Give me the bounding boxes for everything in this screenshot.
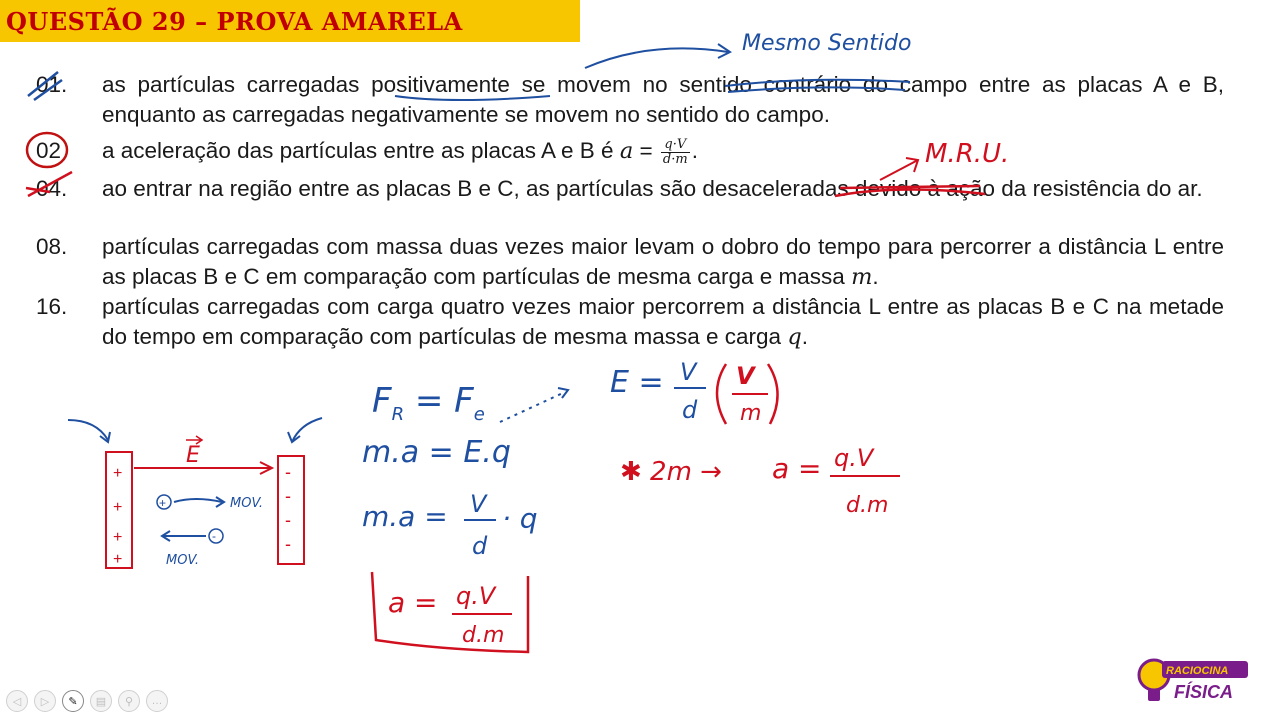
minus-signs: - bbox=[285, 462, 291, 482]
item-text: partículas carregadas com massa duas vezes maior levam o dobro do tempo para percorrer a distância L entre as placas B e C em comparação com partículas de mesma carga e massa m. bbox=[102, 234, 1224, 290]
e-den: d bbox=[682, 396, 698, 424]
star-a: a = bbox=[772, 452, 822, 485]
eq-fr-fe: $F_R = F_e$ bbox=[372, 381, 485, 425]
more-options-button[interactable] bbox=[146, 690, 168, 712]
item-number: 04. bbox=[36, 176, 68, 201]
plate-right bbox=[278, 456, 304, 564]
arrow-to-note bbox=[585, 48, 728, 68]
item-text: a aceleração das partículas entre as placas A e B é a = $\frac{q\cdot V}{d\cdot m}$ . bbox=[102, 136, 698, 167]
question-title: QUESTÃO 29 – PROVA AMARELA bbox=[6, 6, 463, 36]
pen-tool-button[interactable] bbox=[62, 690, 84, 712]
svg-text:+: + bbox=[113, 499, 123, 516]
arrowhead-note bbox=[718, 44, 730, 58]
pointer-right bbox=[292, 418, 322, 442]
item-number: 16. bbox=[36, 294, 68, 319]
svg-text:+: + bbox=[159, 496, 167, 510]
e-paren-den: m bbox=[740, 401, 762, 426]
item-text: ao entrar na região entre as placas B e C, as partículas são desaceleradas devido à ação da resistência do ar. bbox=[102, 176, 1203, 201]
arrow-right-icon: ▷ bbox=[40, 695, 50, 708]
eq-ma-eq: m.a = E.q bbox=[362, 435, 511, 470]
arrow-left-icon: ◁ bbox=[12, 695, 22, 708]
pointer-left bbox=[68, 420, 108, 440]
slides-icon: ▤ bbox=[95, 695, 107, 708]
negative-charge bbox=[209, 529, 223, 543]
svg-text:+: + bbox=[113, 551, 123, 568]
plus-mov-label: MOV. bbox=[230, 496, 263, 511]
eq-ma-vd-r: · q bbox=[502, 502, 538, 535]
zoom-button[interactable] bbox=[118, 690, 140, 712]
paren-open bbox=[717, 364, 726, 424]
magnifier-icon: ⚲ bbox=[124, 695, 134, 708]
item-number: 01. bbox=[36, 72, 68, 97]
question-title-bar bbox=[0, 0, 580, 42]
plus-signs: + bbox=[113, 465, 123, 482]
item-text: partículas carregadas com carga quatro vezes maior percorrem a distância L entre as placas B e C na metade do tempo em comparação com partículas de mesma massa e carga q. bbox=[102, 294, 1224, 350]
acceleration-fraction: $\frac{q\cdot V}{d\cdot m}$ bbox=[662, 136, 688, 167]
prev-slide-button[interactable] bbox=[6, 690, 28, 712]
result-den: d.m bbox=[462, 623, 505, 648]
eq-ma-vd-num: V bbox=[470, 490, 487, 518]
slides-view-button[interactable] bbox=[90, 690, 112, 712]
e-eq-label: E = bbox=[610, 365, 664, 400]
star-den: d.m bbox=[846, 493, 889, 518]
svg-text:-: - bbox=[285, 510, 291, 530]
item-number: 02 bbox=[36, 138, 62, 163]
result-a: a = bbox=[388, 586, 438, 619]
svg-text:+: + bbox=[113, 529, 123, 546]
item-number: 08. bbox=[36, 234, 68, 259]
eq-ma-vd-l: m.a = bbox=[362, 500, 448, 533]
eq-ma-vd-den: d bbox=[472, 532, 488, 560]
svg-text:-: - bbox=[285, 486, 291, 506]
e-num: V bbox=[680, 358, 697, 386]
star-label: ✱ 2m → bbox=[620, 457, 722, 487]
mruv-note: M.R.U. bbox=[925, 139, 1010, 169]
field-label: E bbox=[186, 443, 200, 468]
svg-text:RACIOCINA: RACIOCINA bbox=[1166, 665, 1229, 677]
dotted-arrow bbox=[500, 392, 565, 422]
result-num: q.V bbox=[456, 582, 496, 610]
ellipsis-icon: … bbox=[151, 695, 163, 707]
result-box bbox=[372, 572, 528, 652]
positive-charge bbox=[157, 495, 171, 509]
star-num: q.V bbox=[834, 444, 874, 472]
next-slide-button[interactable] bbox=[34, 690, 56, 712]
paren-close bbox=[768, 364, 778, 424]
slide-toolbar bbox=[6, 690, 168, 712]
plate-left bbox=[106, 452, 132, 568]
item-text: as partículas carregadas positivamente se movem no sentido contrário do campo entre as placas A e B, enquanto as carregadas negativamente se movem no sentido do campo. bbox=[102, 72, 1224, 127]
svg-text:-: - bbox=[285, 534, 291, 554]
pen-icon: ✎ bbox=[68, 695, 78, 708]
mesmo-sentido-note: Mesmo Sentido bbox=[742, 31, 912, 56]
svg-text:-: - bbox=[212, 529, 216, 543]
svg-text:FÍSICA: FÍSICA bbox=[1174, 682, 1234, 702]
raciocina-fisica-logo bbox=[1136, 655, 1248, 705]
e-paren-num: V bbox=[736, 362, 755, 390]
minus-mov-label: MOV. bbox=[166, 553, 199, 568]
